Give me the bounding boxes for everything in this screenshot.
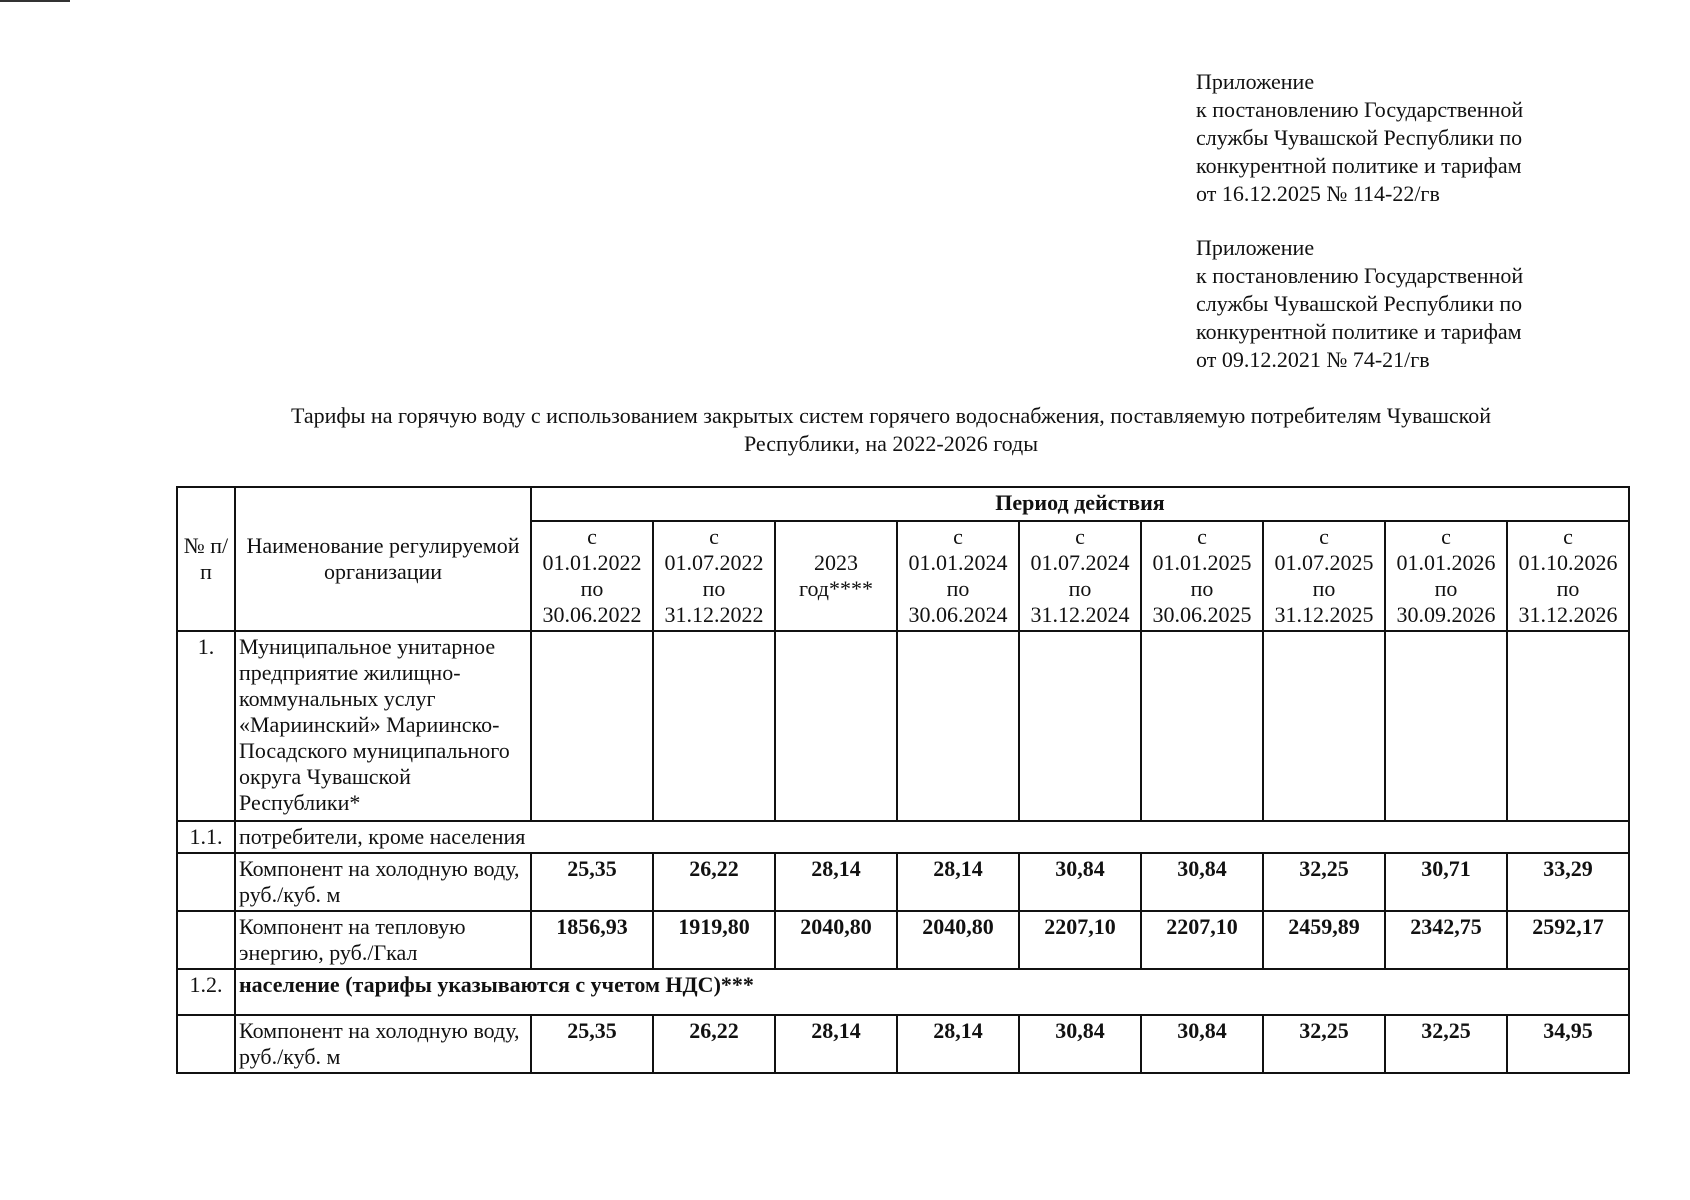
- empty-cell: [775, 631, 897, 821]
- appendix-line: к постановлению Государственной: [1196, 263, 1524, 288]
- empty-cell: [1019, 631, 1141, 821]
- tariff-value: 30,84: [1019, 853, 1141, 911]
- period-cell: с 01.07.2024 по 31.12.2024: [1019, 521, 1141, 631]
- tariff-value: 32,25: [1263, 1015, 1385, 1073]
- empty-cell: [1263, 631, 1385, 821]
- tariff-value: 28,14: [775, 853, 897, 911]
- row-label: Компонент на тепловую энергию, руб./Гкал: [235, 911, 531, 969]
- tariff-value: 2040,80: [775, 911, 897, 969]
- tariff-value: 28,14: [897, 1015, 1019, 1073]
- tariff-value: 32,25: [1385, 1015, 1507, 1073]
- empty-cell: [653, 631, 775, 821]
- row-number: [177, 853, 235, 911]
- tariff-value: 1919,80: [653, 911, 775, 969]
- appendix-line: службы Чувашской Республики по: [1196, 291, 1523, 316]
- organization-row: [177, 631, 1629, 821]
- period-cell: с 01.01.2025 по 30.06.2025: [1141, 521, 1263, 631]
- tariff-value: 30,84: [1141, 1015, 1263, 1073]
- tariff-value: 2207,10: [1141, 911, 1263, 969]
- section-label: население (тарифы указываются с учетом НДС)***: [235, 969, 1629, 1015]
- appendix-line: Приложение: [1196, 235, 1315, 260]
- header-period: Период действия: [531, 487, 1629, 521]
- tariff-value: 28,14: [775, 1015, 897, 1073]
- tariff-value: 2342,75: [1385, 911, 1507, 969]
- row-label: Компонент на холодную воду, руб./куб. м: [235, 1015, 531, 1073]
- table-row: [177, 853, 1629, 911]
- section-row: [177, 969, 1629, 1015]
- empty-cell: [897, 631, 1019, 821]
- document-title-line-1: Тарифы на горячую воду с использованием закрытых систем горячего водоснабжения, поставляемую потребителям Чувашской: [290, 403, 1492, 428]
- tariff-value: 32,25: [1263, 853, 1385, 911]
- row-number: [177, 911, 235, 969]
- tariff-value: 2040,80: [897, 911, 1019, 969]
- row-number: 1.1.: [177, 821, 235, 853]
- header-no: № п/п: [177, 487, 235, 631]
- period-cell: с 01.07.2025 по 31.12.2025: [1263, 521, 1385, 631]
- period-cell: с 01.01.2024 по 30.06.2024: [897, 521, 1019, 631]
- appendix-line: Приложение: [1196, 69, 1315, 94]
- header-organization: Наименование регулируемой организации: [235, 487, 531, 631]
- period-cell: с 01.07.2022 по 31.12.2022: [653, 521, 775, 631]
- tariff-value: 2592,17: [1507, 911, 1629, 969]
- appendix-block-current: [1196, 68, 1596, 208]
- tariff-value: 33,29: [1507, 853, 1629, 911]
- tariff-value: 34,95: [1507, 1015, 1629, 1073]
- tariff-value: 30,71: [1385, 853, 1507, 911]
- appendix-line: к постановлению Государственной: [1196, 97, 1524, 122]
- row-number: [177, 1015, 235, 1073]
- table-row: [177, 1015, 1629, 1073]
- row-label: Компонент на холодную воду, руб./куб. м: [235, 853, 531, 911]
- tariff-value: 26,22: [653, 1015, 775, 1073]
- section-row: [177, 821, 1629, 853]
- tariff-value: 2459,89: [1263, 911, 1385, 969]
- appendix-line: службы Чувашской Республики по: [1196, 125, 1523, 150]
- appendix-line: конкурентной политике и тарифам: [1196, 319, 1522, 344]
- tariff-value: 26,22: [653, 853, 775, 911]
- period-cell: с 01.10.2026 по 31.12.2026: [1507, 521, 1629, 631]
- appendix-line: конкурентной политике и тарифам: [1196, 153, 1522, 178]
- empty-cell: [1385, 631, 1507, 821]
- table-row: [177, 911, 1629, 969]
- tariff-value: 2207,10: [1019, 911, 1141, 969]
- appendix-line: от 16.12.2025 № 114-22/гв: [1196, 181, 1440, 206]
- scan-corner-mark: [0, 0, 70, 5]
- period-cell: с 01.01.2022 по 30.06.2022: [531, 521, 653, 631]
- tariff-table: [176, 486, 1630, 1074]
- tariff-value: 30,84: [1141, 853, 1263, 911]
- tariff-value: 28,14: [897, 853, 1019, 911]
- tariff-value: 30,84: [1019, 1015, 1141, 1073]
- row-number: 1.2.: [177, 969, 235, 1015]
- empty-cell: [531, 631, 653, 821]
- document-title-line-2: Республики, на 2022-2026 годы: [743, 431, 1039, 456]
- organization-name: Муниципальное унитарное предприятие жилищно-коммунальных услуг «Мариинский» Мариинско-Посадского муниципального округа Чувашской Республики*: [235, 631, 531, 821]
- appendix-block-original: [1196, 234, 1596, 374]
- period-cell: 2023 год****: [775, 521, 897, 631]
- section-label: потребители, кроме населения: [235, 821, 1629, 853]
- empty-cell: [1507, 631, 1629, 821]
- empty-cell: [1141, 631, 1263, 821]
- tariff-value: 25,35: [531, 853, 653, 911]
- tariff-value: 25,35: [531, 1015, 653, 1073]
- tariff-value: 1856,93: [531, 911, 653, 969]
- row-number: 1.: [177, 631, 235, 821]
- document-title: [176, 402, 1606, 458]
- table-header-row: [177, 487, 1629, 521]
- appendix-line: от 09.12.2021 № 74-21/гв: [1196, 347, 1430, 372]
- period-cell: с 01.01.2026 по 30.09.2026: [1385, 521, 1507, 631]
